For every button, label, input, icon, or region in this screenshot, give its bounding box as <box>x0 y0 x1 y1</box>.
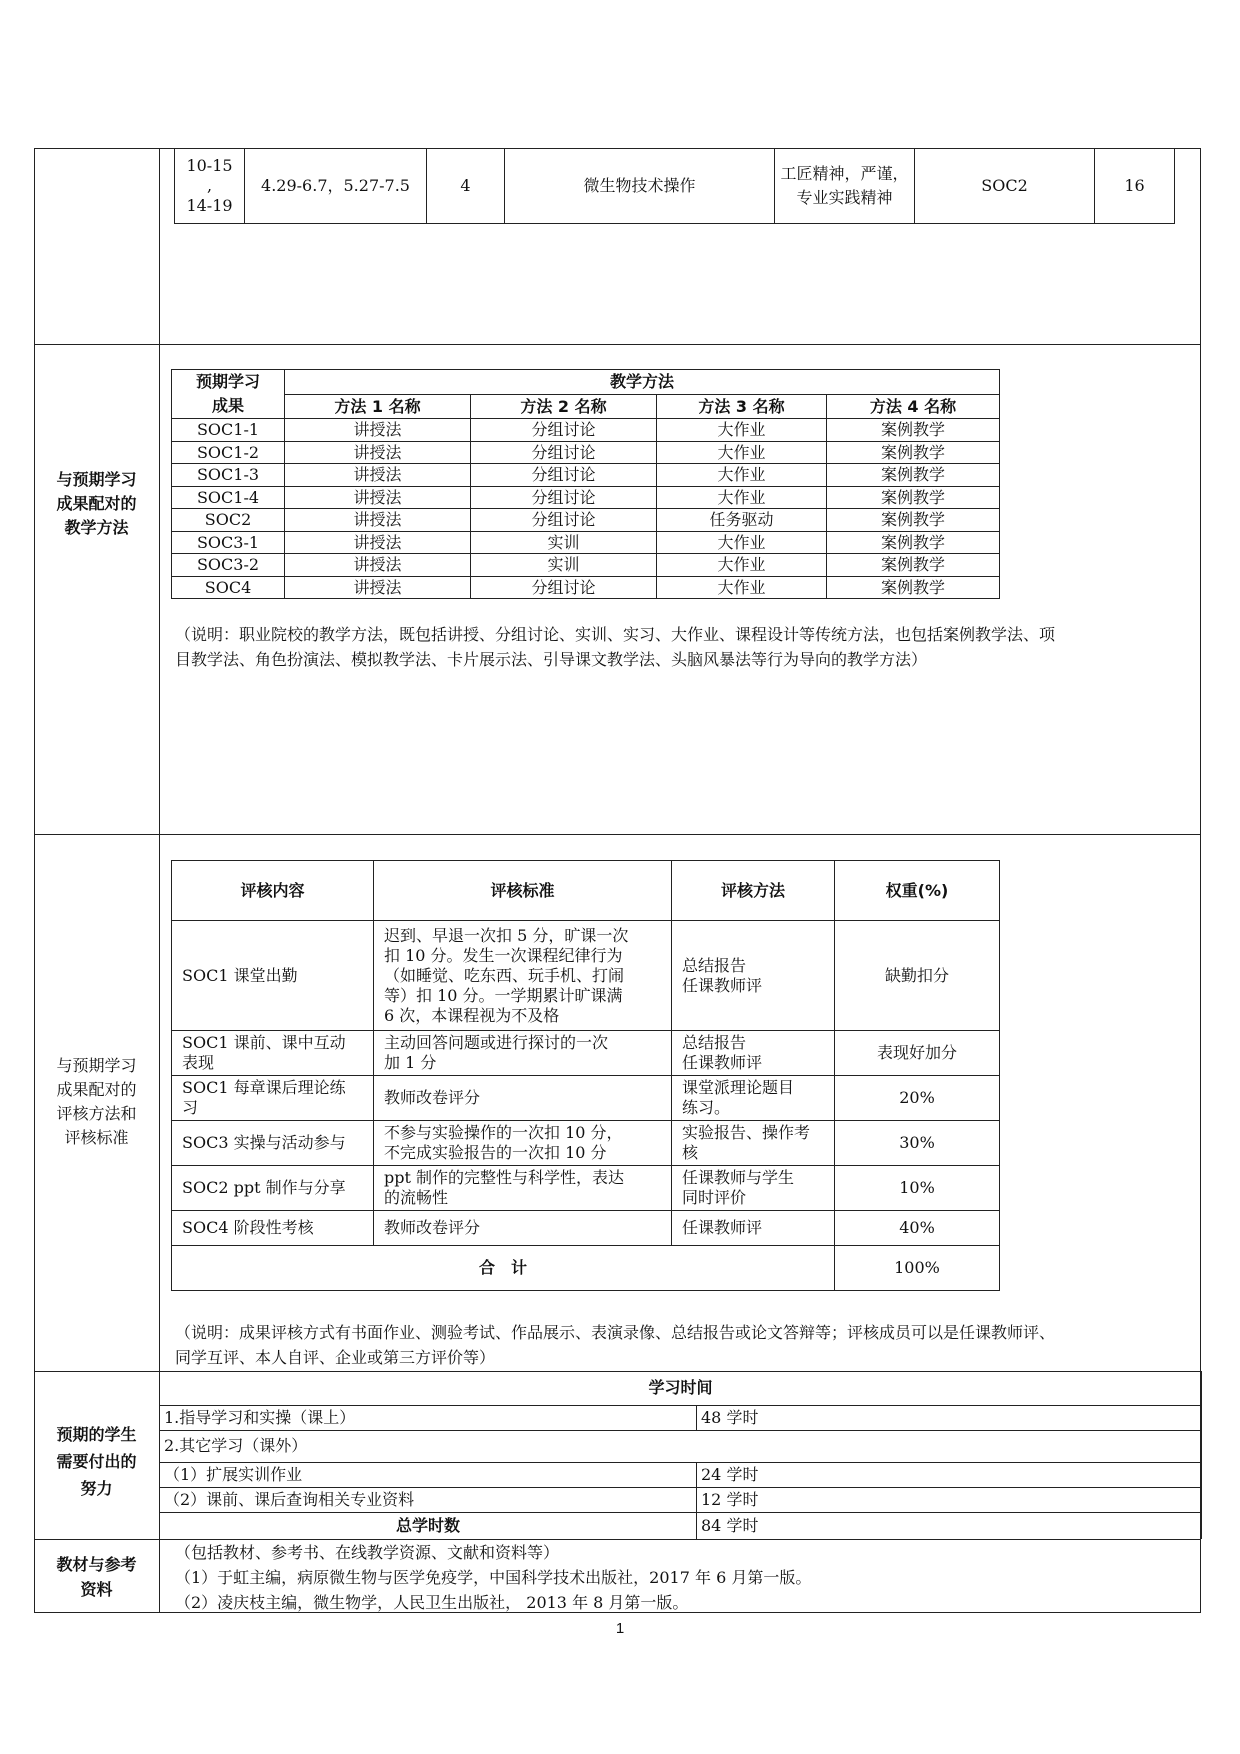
ideology-line: 专业实践精神 <box>796 188 893 207</box>
methods-method-cell: 大作业 <box>657 419 827 442</box>
assessment-header-method: 评核方法 <box>672 861 835 921</box>
effort-header: 学习时间 <box>160 1371 1202 1405</box>
assessment-header-weight: 权重(%) <box>835 861 1000 921</box>
methods-method-cell: 大作业 <box>657 464 827 487</box>
methods-row <box>172 576 1000 599</box>
assessment-standard-line: 扣 10 分。发生一次课程纪律行为 <box>384 945 623 965</box>
assessment-method-line: 任课教师与学生 <box>682 1168 795 1187</box>
header-line: 成果 <box>211 396 244 415</box>
methods-outcome-cell: SOC2 <box>172 509 285 532</box>
assessment-method-line: 任课教师评 <box>682 1218 763 1237</box>
methods-method-cell: 大作业 <box>657 531 827 554</box>
assessment-content-cell <box>172 1211 374 1246</box>
assessment-row <box>172 1166 1000 1211</box>
ideology-cell <box>775 149 915 224</box>
methods-method-cell: 大作业 <box>657 486 827 509</box>
assessment-content-cell <box>172 1166 374 1211</box>
assessment-method-line: 实验报告、操作考 <box>682 1123 811 1142</box>
methods-header-col-2: 方法 2 名称 <box>471 395 657 419</box>
methods-method-cell: 讲授法 <box>285 509 471 532</box>
label-line: 成果配对的 <box>56 494 137 513</box>
assessment-row <box>172 1076 1000 1121</box>
assessment-standard-line: 迟到、早退一次扣 5 分，旷课一次 <box>384 925 629 945</box>
assessment-body <box>172 921 1000 1246</box>
assessment-method-cell <box>672 921 835 1031</box>
methods-outcome-cell: SOC1-1 <box>172 419 285 442</box>
section-divider-2 <box>34 834 1201 835</box>
weeks-line: 14-19 <box>186 196 233 215</box>
assessment-weight-cell: 40% <box>835 1211 1000 1246</box>
assessment-method-line: 同时评价 <box>682 1188 747 1207</box>
effort-row <box>160 1430 1202 1462</box>
label-line: 教材与参考 <box>56 1555 137 1574</box>
assessment-standard-line: 等）扣 10 分。一学期累计旷课满 <box>384 985 623 1005</box>
methods-method-cell: 讲授法 <box>285 486 471 509</box>
assessment-method-line: 任课教师评 <box>682 975 763 995</box>
assessment-weight-cell: 10% <box>835 1166 1000 1211</box>
methods-method-cell: 案例教学 <box>827 441 1000 464</box>
weeks-line: , <box>206 176 213 195</box>
methods-method-cell: 讲授法 <box>285 441 471 464</box>
methods-row <box>172 554 1000 577</box>
label-line: 预期的学生 <box>56 1425 137 1444</box>
assessment-weight-cell: 30% <box>835 1121 1000 1166</box>
assessment-standard-cell <box>374 1031 672 1076</box>
methods-outcome-cell: SOC3-1 <box>172 531 285 554</box>
assessment-content-cell <box>172 1121 374 1166</box>
methods-row <box>172 531 1000 554</box>
assessment-row <box>172 1211 1000 1246</box>
methods-method-cell: 任务驱动 <box>657 509 827 532</box>
methods-method-cell: 大作业 <box>657 554 827 577</box>
effort-hours: 24 学时 <box>697 1462 1202 1487</box>
methods-outcome-cell: SOC4 <box>172 576 285 599</box>
methods-note <box>175 622 1200 672</box>
effort-row <box>160 1462 1202 1487</box>
assessment-content-line: 习 <box>182 1098 199 1117</box>
assessment-standard-line: ppt 制作的完整性与科学性，表达 <box>384 1168 625 1187</box>
assessment-method-cell <box>672 1076 835 1121</box>
methods-method-cell: 讲授法 <box>285 531 471 554</box>
assessment-row <box>172 1121 1000 1166</box>
assessment-content-cell <box>172 921 374 1031</box>
methods-outcome-cell: SOC3-2 <box>172 554 285 577</box>
assessment-method-cell <box>672 1031 835 1076</box>
assessment-content-cell <box>172 1076 374 1121</box>
methods-header-group: 教学方法 <box>285 370 1000 395</box>
methods-row <box>172 441 1000 464</box>
assessment-weight-cell: 20% <box>835 1076 1000 1121</box>
methods-method-cell: 案例教学 <box>827 576 1000 599</box>
section-divider-1 <box>34 344 1201 345</box>
assessment-content-line: SOC1 每章课后理论练 <box>182 1078 346 1097</box>
methods-header-col-1: 方法 1 名称 <box>285 395 471 419</box>
assessment-content-line: SOC4 阶段性考核 <box>182 1218 314 1237</box>
methods-method-cell: 案例教学 <box>827 509 1000 532</box>
assessment-standard-cell <box>374 1166 672 1211</box>
label-line: 评核标准 <box>64 1128 129 1147</box>
assessment-method-cell <box>672 1166 835 1211</box>
assessment-method-cell <box>672 1121 835 1166</box>
assessment-method-line: 总结报告 <box>682 1033 747 1052</box>
methods-method-cell: 讲授法 <box>285 464 471 487</box>
label-line: 努力 <box>80 1479 113 1498</box>
methods-row <box>172 419 1000 442</box>
note-line: （说明：成果评核方式有书面作业、测验考试、作品展示、表演录像、总结报告或论文答辩等；评核成员可以是任课教师评、 <box>175 1323 1056 1342</box>
assessment-header-row <box>172 861 1000 921</box>
assessment-table <box>171 860 1000 1291</box>
assessment-standard-cell <box>374 1211 672 1246</box>
assessment-total-value: 100% <box>835 1246 1000 1291</box>
assessment-content-line: SOC3 实操与活动参与 <box>182 1133 346 1152</box>
assessment-standard-line: （如睡觉、吃东西、玩手机、打闹 <box>384 965 625 985</box>
effort-row <box>160 1487 1202 1512</box>
note-line: 目教学法、角色扮演法、模拟教学法、卡片展示法、引导课文教学法、头脑风暴法等行为导向的教学方法） <box>175 650 928 669</box>
assessment-method-line: 课堂派理论题目 <box>682 1078 795 1097</box>
label-line: 资料 <box>80 1580 113 1599</box>
assessment-standard-cell <box>374 1076 672 1121</box>
assessment-total-row <box>172 1246 1000 1291</box>
hours-cell: 4 <box>427 149 505 224</box>
label-line: 与预期学习 <box>56 470 137 489</box>
reference-line: （1）于虹主编，病原微生物与医学免疫学，中国科学技术出版社，2017 年 6 月第一版。 <box>175 1568 812 1587</box>
methods-method-cell: 分组讨论 <box>471 419 657 442</box>
content-cell: 微生物技术操作 <box>505 149 775 224</box>
dates-cell: 4.29-6.7，5.27-7.5 <box>245 149 427 224</box>
effort-item: （2）课前、课后查询相关专业资料 <box>160 1487 697 1512</box>
methods-outcome-cell: SOC1-2 <box>172 441 285 464</box>
effort-item: 1.指导学习和实操（课上） <box>160 1405 697 1430</box>
label-line: 需要付出的 <box>56 1452 137 1471</box>
methods-method-cell: 分组讨论 <box>471 441 657 464</box>
assessment-total-label: 合 计 <box>172 1246 835 1291</box>
methods-method-cell: 实训 <box>471 554 657 577</box>
assessment-header-content: 评核内容 <box>172 861 374 921</box>
methods-method-cell: 案例教学 <box>827 554 1000 577</box>
methods-header-outcome <box>172 370 285 419</box>
weeks-cell <box>175 149 245 224</box>
assessment-content-line: SOC2 ppt 制作与分享 <box>182 1178 346 1197</box>
methods-method-cell: 案例教学 <box>827 464 1000 487</box>
assessment-standard-line: 加 1 分 <box>384 1053 437 1072</box>
methods-method-cell: 分组讨论 <box>471 509 657 532</box>
weeks-line: 10-15 <box>186 156 233 175</box>
assessment-row <box>172 1031 1000 1076</box>
ideology-line: 工匠精神，严谨， <box>780 164 909 183</box>
assessment-standard-line: 不完成实验报告的一次扣 10 分 <box>384 1143 607 1162</box>
outcome-cell: SOC2 <box>915 149 1095 224</box>
assessment-row <box>172 921 1000 1031</box>
label-line: 评核方法和 <box>56 1104 137 1123</box>
assessment-method-line: 练习。 <box>682 1098 731 1117</box>
effort-total-value: 84 学时 <box>697 1512 1202 1539</box>
assessment-content-line: SOC1 课前、课中互动 <box>182 1033 346 1052</box>
reference-line: （包括教材、参考书、在线教学资源、文献和资料等） <box>175 1543 560 1562</box>
assessment-content-cell <box>172 1031 374 1076</box>
effort-item: 2.其它学习（课外） <box>160 1430 1202 1462</box>
assessment-standard-line: 6 次，本课程视为不及格 <box>384 1005 560 1025</box>
assessment-section-label <box>34 1054 159 1150</box>
assessment-standard-cell <box>374 921 672 1031</box>
effort-table <box>159 1371 1202 1540</box>
effort-item: （1）扩展实训作业 <box>160 1462 697 1487</box>
methods-method-cell: 讲授法 <box>285 576 471 599</box>
assessment-content-line: SOC1 课堂出勤 <box>182 965 298 985</box>
note-line: （说明：职业院校的教学方法，既包括讲授、分组讨论、实训、实习、大作业、课程设计等传统方法，也包括案例教学法、项 <box>175 625 1056 644</box>
methods-method-cell: 分组讨论 <box>471 464 657 487</box>
methods-method-cell: 大作业 <box>657 441 827 464</box>
references-body <box>175 1540 1195 1615</box>
assessment-standard-line: 的流畅性 <box>384 1188 449 1207</box>
header-line: 预期学习 <box>195 372 260 391</box>
effort-row <box>160 1405 1202 1430</box>
methods-header-col-3: 方法 3 名称 <box>657 395 827 419</box>
assessment-standard-line: 主动回答问题或进行探讨的一次 <box>384 1033 609 1052</box>
methods-outcome-cell: SOC1-4 <box>172 486 285 509</box>
references-section-label <box>34 1552 159 1602</box>
reference-line: （2）凌庆枝主编，微生物学，人民卫生出版社， 2013 年 8 月第一版。 <box>175 1593 689 1612</box>
assessment-method-cell <box>672 1211 835 1246</box>
methods-header-col-4: 方法 4 名称 <box>827 395 1000 419</box>
assessment-weight-cell: 表现好加分 <box>835 1031 1000 1076</box>
methods-method-cell: 案例教学 <box>827 419 1000 442</box>
methods-method-cell: 讲授法 <box>285 419 471 442</box>
schedule-table <box>174 148 1175 224</box>
assessment-content-line: 表现 <box>182 1053 215 1072</box>
page-number: 1 <box>615 1620 625 1637</box>
assessment-weight-cell: 缺勤扣分 <box>835 921 1000 1031</box>
effort-hours: 48 学时 <box>697 1405 1202 1430</box>
methods-row <box>172 464 1000 487</box>
methods-method-cell: 大作业 <box>657 576 827 599</box>
methods-table <box>171 369 1000 599</box>
label-line: 与预期学习 <box>56 1056 137 1075</box>
assessment-note <box>175 1320 1200 1370</box>
assessment-method-line: 任课教师评 <box>682 1053 763 1072</box>
methods-method-cell: 分组讨论 <box>471 486 657 509</box>
assessment-standard-cell <box>374 1121 672 1166</box>
label-line: 教学方法 <box>64 518 129 537</box>
methods-row <box>172 486 1000 509</box>
schedule-row <box>175 149 1175 224</box>
note-line: 同学互评、本人自评、企业或第三方评价等） <box>175 1348 496 1367</box>
assessment-header-standard: 评核标准 <box>374 861 672 921</box>
effort-total-row <box>160 1512 1202 1539</box>
effort-section-label <box>34 1421 159 1502</box>
assessment-standard-line: 教师改卷评分 <box>384 1218 481 1237</box>
assessment-method-line: 核 <box>682 1143 699 1162</box>
methods-method-cell: 案例教学 <box>827 486 1000 509</box>
total-hours-cell: 16 <box>1095 149 1175 224</box>
methods-method-cell: 实训 <box>471 531 657 554</box>
assessment-standard-line: 教师改卷评分 <box>384 1088 481 1107</box>
effort-total-label: 总学时数 <box>160 1512 697 1539</box>
methods-body <box>172 419 1000 599</box>
assessment-standard-line: 不参与实验操作的一次扣 10 分， <box>384 1123 623 1142</box>
methods-outcome-cell: SOC1-3 <box>172 464 285 487</box>
methods-method-cell: 案例教学 <box>827 531 1000 554</box>
methods-section-label <box>34 468 159 540</box>
methods-method-cell: 讲授法 <box>285 554 471 577</box>
methods-method-cell: 分组讨论 <box>471 576 657 599</box>
assessment-method-line: 总结报告 <box>682 955 747 975</box>
effort-hours: 12 学时 <box>697 1487 1202 1512</box>
methods-row <box>172 509 1000 532</box>
label-line: 成果配对的 <box>56 1080 137 1099</box>
